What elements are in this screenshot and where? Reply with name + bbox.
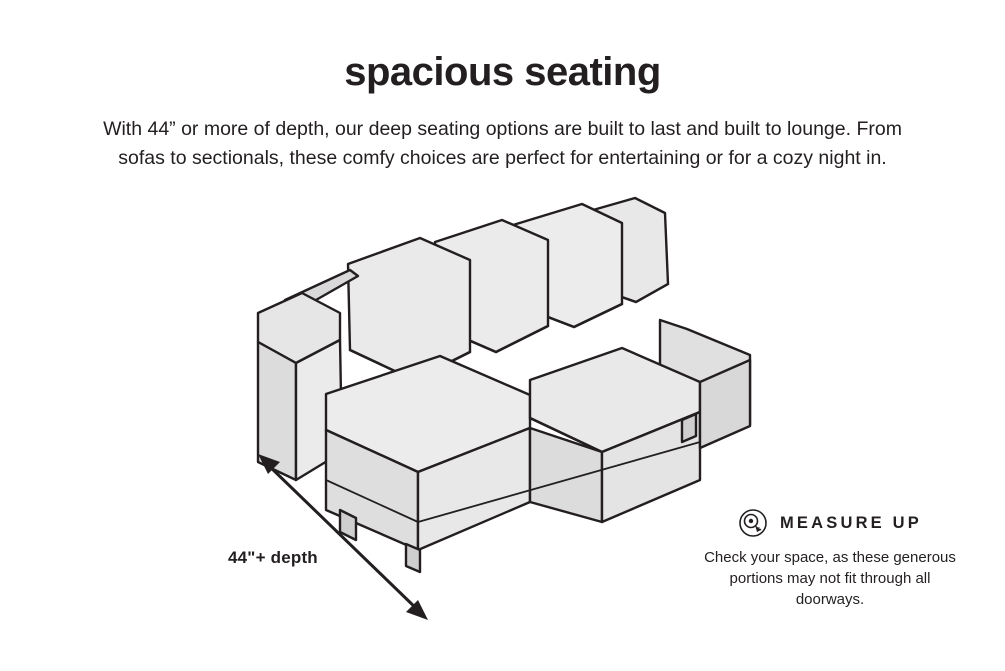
measure-up-title: MEASURE UP (779, 513, 922, 532)
depth-measurement-label: 44"+ depth (228, 548, 318, 567)
measure-up-callout (695, 508, 965, 610)
measure-up-note: Check your space, as these generous portions may not fit through all doorways. (704, 549, 956, 608)
tape-measure-icon (738, 508, 768, 538)
measure-up-header (695, 508, 965, 538)
description-text: With 44” or more of depth, our deep seating options are built to last and built to lounge. From sofas to sectionals, these comfy choices are perfect for entertaining or for a cozy night in. (103, 118, 902, 169)
page-title: spacious seating (344, 50, 661, 94)
